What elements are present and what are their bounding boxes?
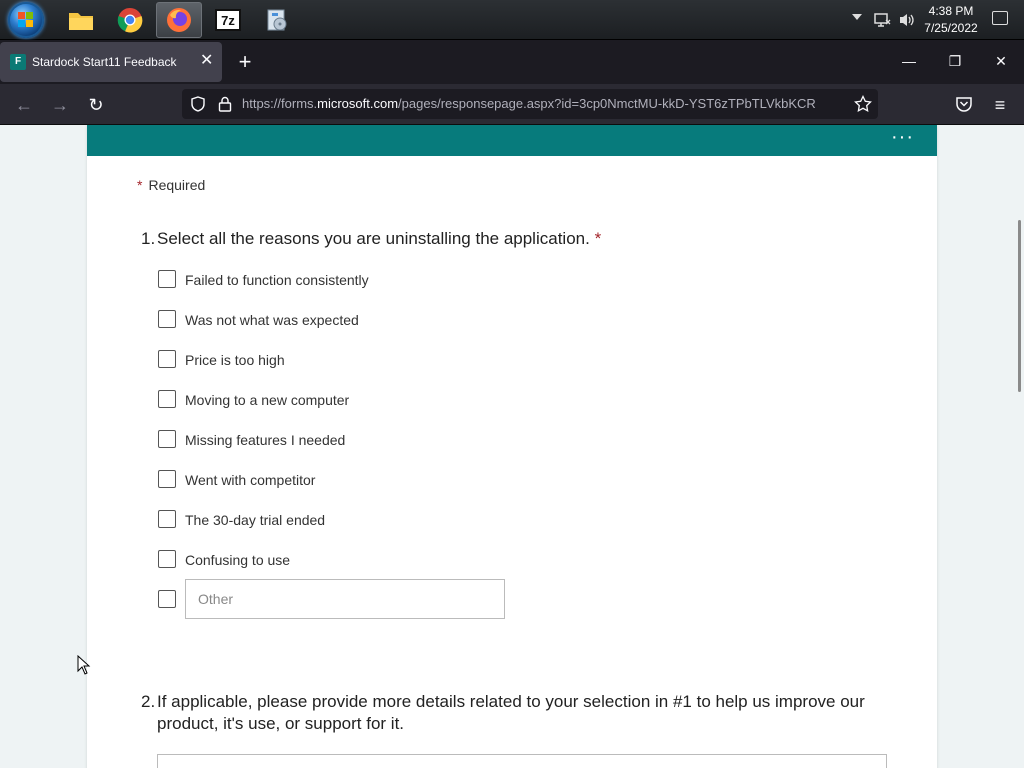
taskbar-firefox[interactable] bbox=[156, 2, 202, 38]
lock-icon[interactable] bbox=[218, 96, 232, 112]
action-center-icon[interactable] bbox=[992, 11, 1008, 25]
reload-button[interactable]: ↻ bbox=[88, 95, 104, 115]
tracking-protection-shield-icon[interactable] bbox=[190, 96, 206, 112]
option-label: Missing features I needed bbox=[185, 432, 346, 448]
option-label: Confusing to use bbox=[185, 552, 291, 568]
forward-button[interactable]: → bbox=[51, 95, 69, 115]
minimize-button[interactable]: — bbox=[902, 53, 916, 69]
other-field[interactable] bbox=[185, 579, 505, 619]
question-number: 2. bbox=[141, 692, 156, 711]
bookmark-star-icon[interactable] bbox=[854, 95, 872, 113]
checkbox[interactable] bbox=[158, 350, 176, 368]
other-input[interactable] bbox=[186, 580, 504, 618]
question-text bbox=[157, 228, 601, 250]
option-label: The 30-day trial ended bbox=[185, 512, 326, 528]
required-star: * bbox=[137, 177, 143, 193]
new-tab-button[interactable]: + bbox=[238, 49, 252, 74]
network-icon[interactable] bbox=[873, 11, 891, 29]
browser-tab[interactable] bbox=[0, 42, 222, 82]
7zip-icon: 7z bbox=[215, 9, 241, 31]
taskbar-7zip[interactable] bbox=[205, 2, 251, 38]
checkbox[interactable] bbox=[158, 430, 176, 448]
question-number: 1. bbox=[141, 229, 156, 248]
windows-logo-icon bbox=[18, 12, 34, 28]
required-text: Required bbox=[148, 177, 206, 193]
chrome-icon bbox=[117, 7, 143, 33]
option-label: Went with competitor bbox=[185, 472, 316, 488]
pocket-icon[interactable] bbox=[955, 96, 973, 112]
checkbox[interactable] bbox=[158, 310, 176, 328]
show-hidden-icons-icon[interactable] bbox=[852, 14, 862, 20]
question-text: If applicable, please provide more details related to your selection in #1 to help us improve our product, it's use, or support for it. bbox=[157, 692, 865, 733]
page-scrollbar[interactable] bbox=[1018, 220, 1021, 392]
checkbox[interactable] bbox=[158, 390, 176, 408]
required-note bbox=[137, 177, 205, 193]
page-content bbox=[0, 125, 1024, 768]
folder-icon bbox=[67, 8, 95, 32]
required-star: * bbox=[594, 229, 602, 248]
checkbox[interactable] bbox=[158, 510, 176, 528]
tab-title: Stardock Start11 Feedback bbox=[32, 55, 177, 69]
taskbar-installer[interactable] bbox=[254, 2, 300, 38]
url-suffix: /pages/responsepage.aspx?id=3cp0NmctMU-kkD-YST6zTPbTLVkbKCR bbox=[398, 96, 816, 111]
option-label: Was not what was expected bbox=[185, 312, 359, 328]
address-bar[interactable] bbox=[182, 89, 878, 119]
close-window-button[interactable]: ✕ bbox=[995, 53, 1007, 69]
clock-time: 4:38 PM bbox=[928, 4, 974, 18]
start-button[interactable] bbox=[8, 2, 44, 38]
mouse-cursor-icon bbox=[77, 655, 91, 675]
taskbar bbox=[0, 0, 1024, 40]
option-label: Failed to function consistently bbox=[185, 272, 369, 288]
checkbox[interactable] bbox=[158, 550, 176, 568]
question-1-text: Select all the reasons you are uninstalling the application. bbox=[157, 229, 590, 248]
more-options-icon[interactable]: ··· bbox=[891, 126, 914, 148]
checkbox[interactable] bbox=[158, 590, 176, 608]
question-2-answer-field[interactable] bbox=[157, 754, 887, 768]
firefox-icon bbox=[166, 7, 192, 33]
volume-icon[interactable] bbox=[898, 11, 916, 29]
taskbar-chrome[interactable] bbox=[107, 2, 153, 38]
url-prefix: https://forms. bbox=[242, 96, 318, 111]
option-label: Price is too high bbox=[185, 352, 285, 368]
taskbar-file-explorer[interactable] bbox=[58, 2, 104, 38]
back-button[interactable]: ← bbox=[15, 95, 33, 115]
form-header-band bbox=[87, 125, 937, 156]
checkbox[interactable] bbox=[158, 470, 176, 488]
url-domain: microsoft.com bbox=[317, 96, 399, 111]
form-card bbox=[87, 125, 937, 768]
option-label: Moving to a new computer bbox=[185, 392, 350, 408]
url-text[interactable] bbox=[242, 96, 844, 112]
tab-close-icon[interactable]: ✕ bbox=[200, 52, 214, 69]
system-clock[interactable] bbox=[918, 3, 984, 37]
question-1-title bbox=[141, 228, 841, 252]
app-menu-icon[interactable]: ≡ bbox=[994, 95, 1006, 115]
installer-icon bbox=[264, 7, 290, 33]
forms-favicon-icon: F bbox=[10, 54, 26, 70]
checkbox[interactable] bbox=[158, 270, 176, 288]
restore-button[interactable]: ❐ bbox=[948, 53, 962, 69]
clock-date: 7/25/2022 bbox=[924, 21, 978, 35]
